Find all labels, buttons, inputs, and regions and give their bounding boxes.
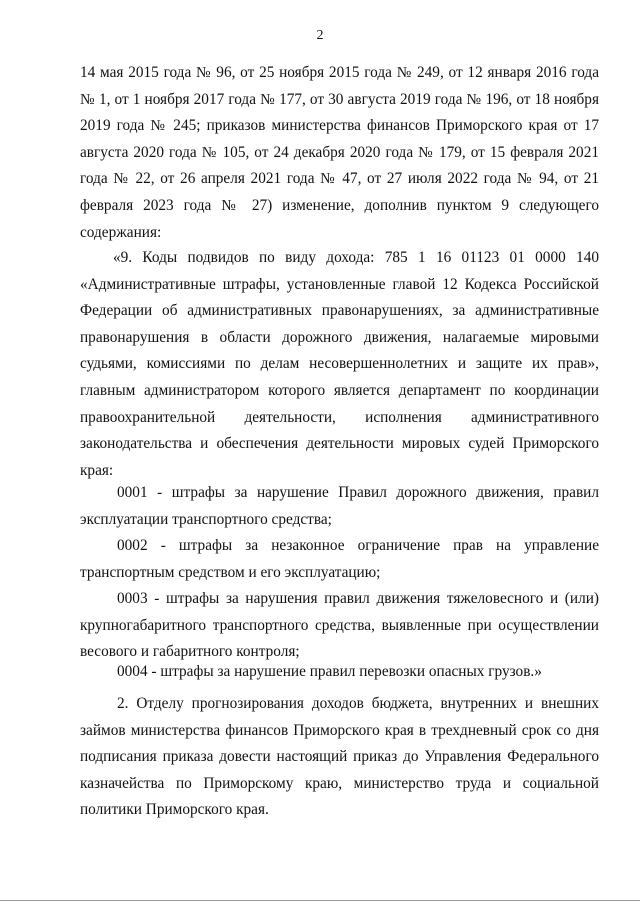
code-item-0003: 0003 - штрафы за нарушения правил движения тяжеловесного и (или) крупногабаритного транспортного средства, выявленные при осуществлении весового и габаритного контроля;	[80, 590, 599, 661]
paragraph-continuation: 14 мая 2015 года № 96, от 25 ноября 2015 года № 249, от 12 января 2016 года № 1, от 1 ноября 2017 года № 177, от 30 августа 2019 года № 196, от 18 ноября 2019 года № 245; приказов министерства финансов Приморского края от 17 августа 2020 года № 105, от 24 декабря 2020 года № 179, от 15 февраля 2021 года № 22, от 26 апреля 2021 года № 47, от 27 июля 2022 года № 94, от 21 февраля 2023 года № 27) изменение, дополнив пунктом 9 следующего содержания:	[80, 64, 599, 241]
paragraph-item-2: 2. Отделу прогнозирования доходов бюджета, внутренних и внешних займов министерства финансов Приморского края в трехдневный срок со дня подписания приказа довести настоящий приказ до Управления Федерального казначейства по Приморскому краю, министерство труда и социальной политики Приморского края.	[80, 695, 599, 819]
paragraph-item-9: «9. Коды подвидов по виду дохода: 785 1 16 01123 01 0000 140 «Административные штрафы, установленные главой 12 Кодекса Российской Федерации об административных правонарушениях, за административные правонарушения в области дорожного движения, налагаемые мировыми судьями, комиссиями по делам несовершеннолетних и защите их прав», главным администратором которого является департамент по координации правоохранительной деятельности, исполнения административного законодательства и обеспечения деятельности мировых судей Приморского края:	[80, 249, 599, 479]
bottom-rule	[0, 900, 640, 901]
code-item-0004: 0004 - штрафы за нарушение правил перевозки опасных грузов.»	[117, 663, 542, 680]
code-item-0001: 0001 - штрафы за нарушение Правил дорожного движения, правил эксплуатации транспортного средства;	[80, 484, 599, 528]
code-item-0002: 0002 - штрафы за незаконное ограничение прав на управление транспортным средством и его эксплуатацию;	[80, 537, 599, 581]
page-number: 2	[316, 28, 324, 43]
